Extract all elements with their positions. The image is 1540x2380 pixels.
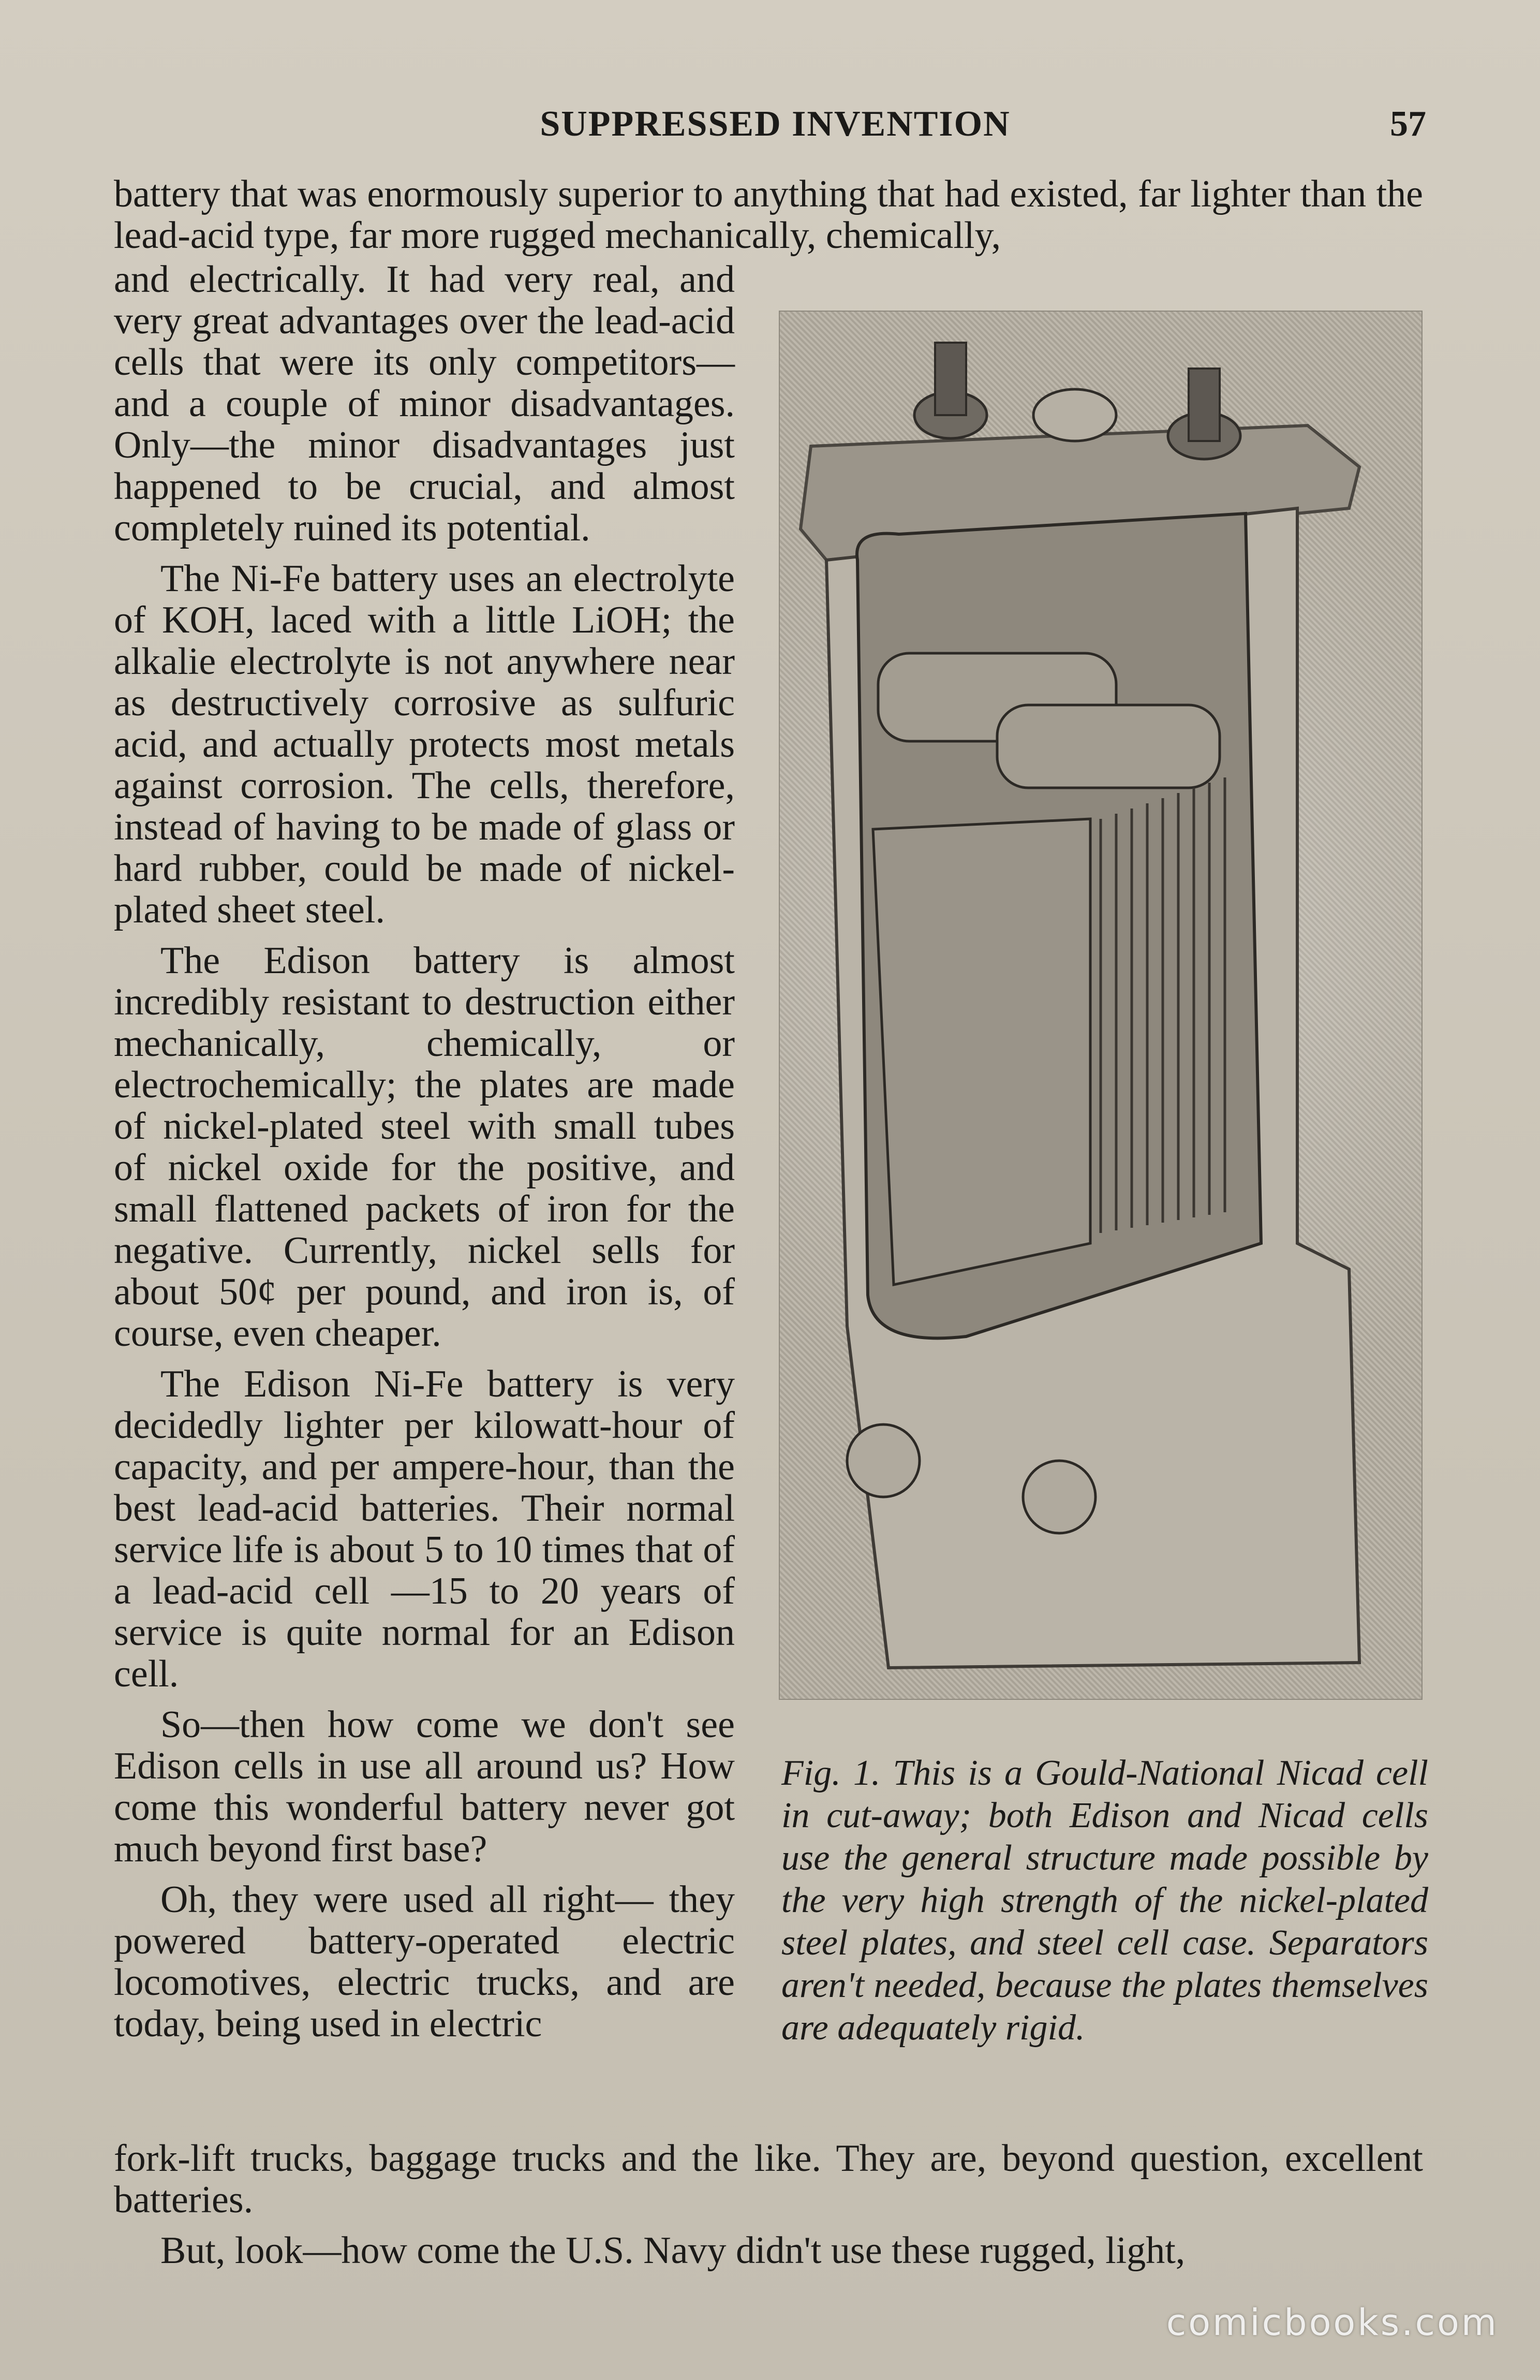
caption-text: This is a Gould-National Nicad cell in cut-away; both Edison and Nicad cells use the general structure made possible by the very high strength of the nickel-plated steel plates, and steel cell case. Separators aren't needed, because the plates themselves are adequately rigid. bbox=[781, 1753, 1428, 2048]
paragraph-uses-start: Oh, they were used all right— they powered battery-operated electric locomotives, electric trucks, and are today, being used in electric bbox=[114, 1878, 735, 2045]
intro-paragraph-start: battery that was enormously superior to anything that had existed, far lighter than the lead-acid type, far more rugged mechanically, chemically, bbox=[114, 173, 1423, 257]
paragraph-uses-end: fork-lift trucks, baggage trucks and the like. They are, beyond question, excellent batteries. bbox=[114, 2137, 1423, 2221]
bottom-full-width bbox=[114, 2138, 1423, 2271]
terminal-stud-right bbox=[1189, 369, 1220, 441]
running-head: SUPPRESSED INVENTION bbox=[540, 104, 1011, 144]
watermark: comicbooks.com bbox=[1166, 2301, 1499, 2344]
intro-paragraph-continued: and electrically. It had very real, and very great advantages over the lead-acid cells that were its only competitors—and a couple of minor disadvantages. Only—the minor disadvantages just happened to be crucial, and almost completely ruined its potential. bbox=[114, 258, 735, 549]
page-header bbox=[114, 104, 1437, 155]
paragraph-nife-electrolyte: The Ni-Fe battery uses an electrolyte of KOH, laced with a little LiOH; the alkalie electrolyte is not anywhere near as destructively corrosive as sulfuric acid, and actually protects most metals against corrosion. The cells, therefore, instead of having to be made of glass or hard rubber, could be made of nickel-plated sheet steel. bbox=[114, 557, 735, 931]
vent-cap bbox=[1033, 389, 1116, 441]
paragraph-how-come: So—then how come we don't see Edison cells in use all around us? How come this wonderful battery never got much beyond first base? bbox=[114, 1703, 735, 1870]
figure-caption bbox=[781, 1752, 1428, 2049]
left-column bbox=[114, 259, 735, 2045]
caption-label: Fig. 1. bbox=[781, 1753, 881, 1793]
drain-plug-left bbox=[847, 1424, 920, 1497]
intro-full-width bbox=[114, 173, 1423, 256]
page-number: 57 bbox=[1390, 104, 1426, 144]
plate-connector-right bbox=[997, 705, 1220, 788]
battery-illustration bbox=[780, 312, 1421, 1699]
paragraph-edison-weight: The Edison Ni-Fe battery is very decidedly lighter per kilowatt-hour of capacity, and per ampere-hour, than the best lead-acid batteries. Their normal service life is about 5 to 10 times that of a lead-acid cell —15 to 20 years of service is quite normal for an Edison cell. bbox=[114, 1363, 735, 1695]
paragraph-navy: But, look—how come the U.S. Navy didn't use these rugged, light, bbox=[160, 2229, 1186, 2272]
paragraph-edison-durability: The Edison battery is almost incredibly resistant to destruction either mechanically, chemically, or electrochemically; the plates are made of nickel-plated steel with small tubes of nickel oxide for the positive, and small flattened packets of iron for the negative. Currently, nickel sells for about 50¢ per pound, and iron is, of course, even cheaper. bbox=[114, 939, 735, 1355]
battery-cutaway-photo bbox=[779, 311, 1423, 1700]
plate-stack-face bbox=[873, 819, 1090, 1285]
drain-plug-right bbox=[1023, 1461, 1095, 1533]
terminal-stud-left bbox=[935, 343, 966, 415]
